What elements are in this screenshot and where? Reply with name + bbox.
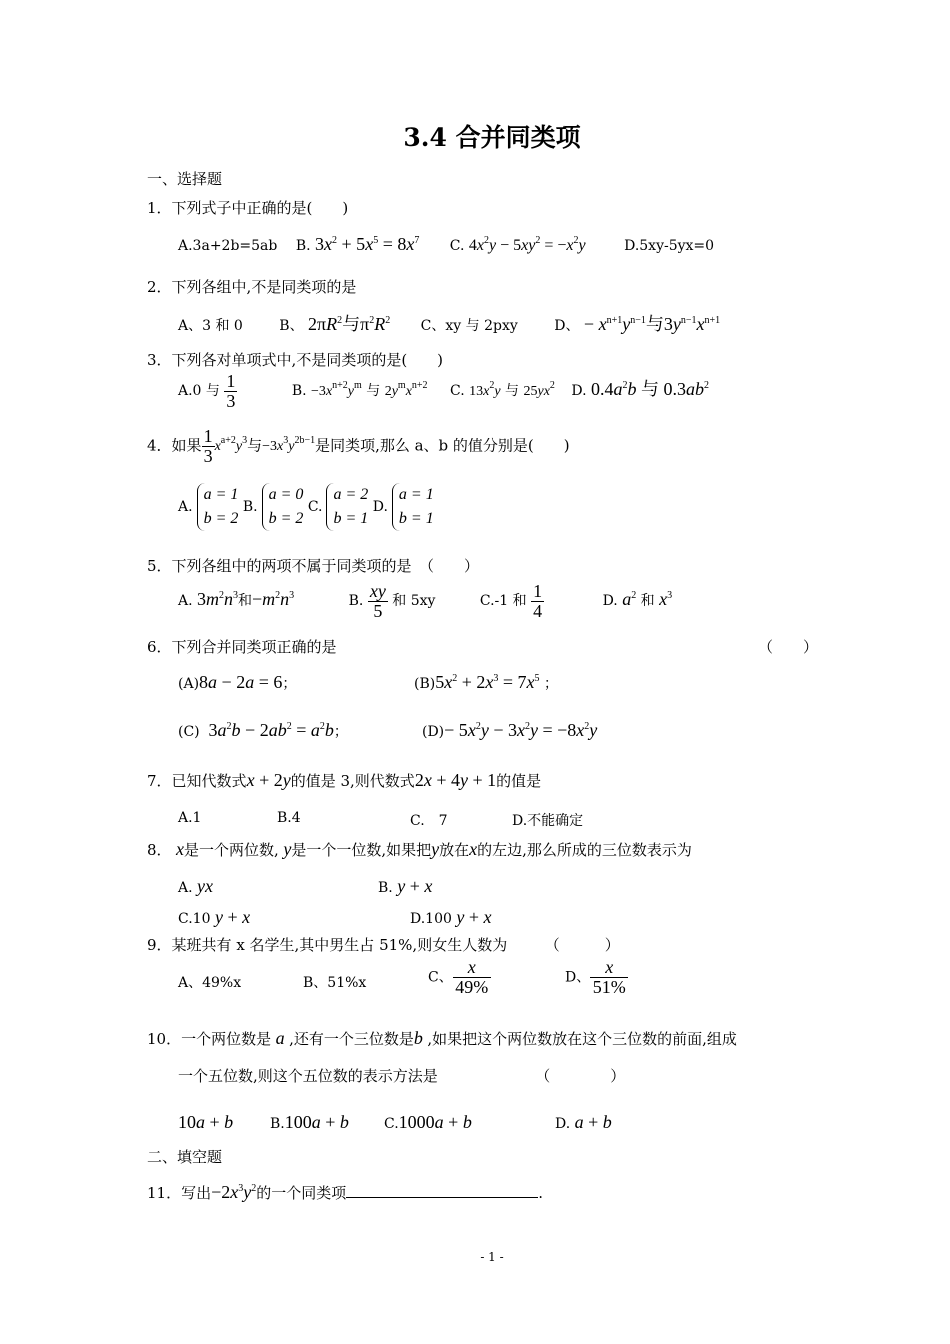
q10-option-c: C.1000a + b (384, 1112, 472, 1132)
question-2: 2．下列各组中,不是同类项的是 (147, 278, 357, 296)
question-10-line2: 一个五位数,则这个五位数的表示方法是 （ ） (178, 1067, 626, 1085)
q11-answer-blank[interactable] (346, 1183, 538, 1198)
q10-option-a: 10a + b (178, 1112, 234, 1132)
q3-option-b: B. $-3x^{n+2}y^m$ 与 $2y^mx^{n+2}$ (291, 380, 428, 400)
q3-option-c: C. $13x^2y$ 与 $25yx^2$ (450, 380, 555, 400)
q2-option-b: B、 $2\pi R^2$与$\pi^2R^2$ (279, 314, 391, 334)
section-heading-choice: 一、选择题 (147, 170, 223, 188)
q2-option-a: A、3 和 0 (178, 318, 243, 334)
q9-option-c: C、 $\frac{x}{49\%}$ (428, 958, 491, 997)
question-9: 9．某班共有 x 名学生,其中男生占 51%,则女生人数为 （ ） (147, 936, 620, 954)
question-6: 6．下列合并同类项正确的是 (147, 638, 337, 656)
q5-option-b: B. $\frac{xy}{5}$ 和 5xy (348, 581, 436, 621)
q10-option-b: B.100a + b (270, 1112, 349, 1132)
q8-option-a: A. yx (178, 876, 213, 896)
question-5: 5．下列各组中的两项不属于同类项的是 （ ） (147, 557, 480, 575)
q9-option-b: B、51%x (303, 975, 367, 991)
q8-option-c: C.10 y + x (178, 907, 251, 927)
q2-option-c: C、xy 与 2pxy (420, 318, 518, 334)
q1-option-a: A.3a+2b=5ab (178, 238, 278, 254)
question-3: 3．下列各对单项式中,不是同类项的是( ) (147, 351, 444, 369)
q5-option-a: A. $3m^2n^3$和$-m^2n^3$ (178, 589, 295, 610)
q7-option-b: B.4 (277, 810, 301, 826)
q4-option-b: B.a = 0 b = 2 (243, 499, 304, 515)
question-10: 10．一个两位数是 a ,还有一个三位数是b ,如果把这个两位数放在这个三位数的前面,组成 (147, 1028, 737, 1048)
q3-options (178, 372, 709, 411)
question-8: 8． x是一个两位数, y是一个一位数,如果把y放在x的左边,那么所成的三位数表示为 (147, 839, 692, 859)
q6-answer-paren: （ ） (758, 638, 819, 656)
q7-option-d: D.不能确定 (512, 813, 584, 829)
q5-option-d: D. $a^2$ 和 $x^3$ (602, 589, 673, 610)
q7-option-a: A.1 (178, 810, 202, 826)
q6-option-c: (C) $3a^2b - 2ab^2 = a^2b$； (178, 720, 348, 740)
q3-option-d: D. $0.4a^2b$ 与 $0.3ab^2$ (571, 379, 710, 400)
q7-option-c: C. 7 (410, 813, 448, 829)
q5-option-c: C.-1 和 $\frac{1}{4}$ (479, 581, 543, 621)
q2-option-d: D、 − $x^{n+1}y^{n-1}$与$3y^{n-1}x^{n+1}$ (554, 314, 721, 334)
q9-option-d: D、 $\frac{x}{51\%}$ (565, 958, 628, 997)
q1-option-d: D.5xy-5yx=0 (624, 238, 715, 254)
q8-option-d: D.100 y + x (410, 907, 492, 927)
q8-option-b: B. y + x (378, 876, 433, 896)
q9-option-a: A、49%x (178, 975, 242, 991)
q1-options (178, 234, 714, 255)
q3-option-a: A.0 与 $\frac{1}{3}$ (178, 371, 236, 411)
q1-option-b: B. $3x^2 + 5x^5 = 8x^7$ (295, 234, 420, 254)
question-11: 11．写出$-2x^3y^2$的一个同类项 . (147, 1182, 544, 1202)
q4-option-a: A.a = 1 b = 2 (178, 499, 238, 515)
page-number: - 1 - (480, 1250, 504, 1264)
q2-options (178, 310, 720, 336)
question-7: 7．已知代数式x + 2y的值是 3,则代数式2x + 4y + 1的值是 (147, 770, 542, 790)
q6-option-b: $(B)5x^2 + 2x^3 = 7x^5$ ； (414, 672, 558, 692)
q6-option-a: (A)8a − 2a = 6； (178, 672, 297, 692)
q10-option-d: D. a + b (555, 1112, 612, 1132)
question-4: 4．如果 $\frac{1}{3}$ $x^{a+2}y^3$与$-3x^3y^{2b-1}$是同类项,那么 a、b 的值分别是( ) (147, 426, 570, 466)
section-heading-fill: 二、填空题 (147, 1148, 223, 1166)
q4-option-d: D.a = 1 b = 1 (373, 499, 434, 515)
q4-option-c: C.a = 2 b = 1 (308, 499, 368, 515)
question-1: 1．下列式子中正确的是( ) (147, 199, 349, 217)
q4-options (178, 483, 434, 531)
q6-option-d: $(D)- 5x^2y - 3x^2y = -8x^2y$ (422, 720, 598, 740)
q5-options (178, 582, 672, 621)
q1-option-c: C. $4x^2y - 5xy^2 = -x^2y$ (449, 235, 586, 254)
page-title: 3.4 合并同类项 (403, 123, 581, 152)
